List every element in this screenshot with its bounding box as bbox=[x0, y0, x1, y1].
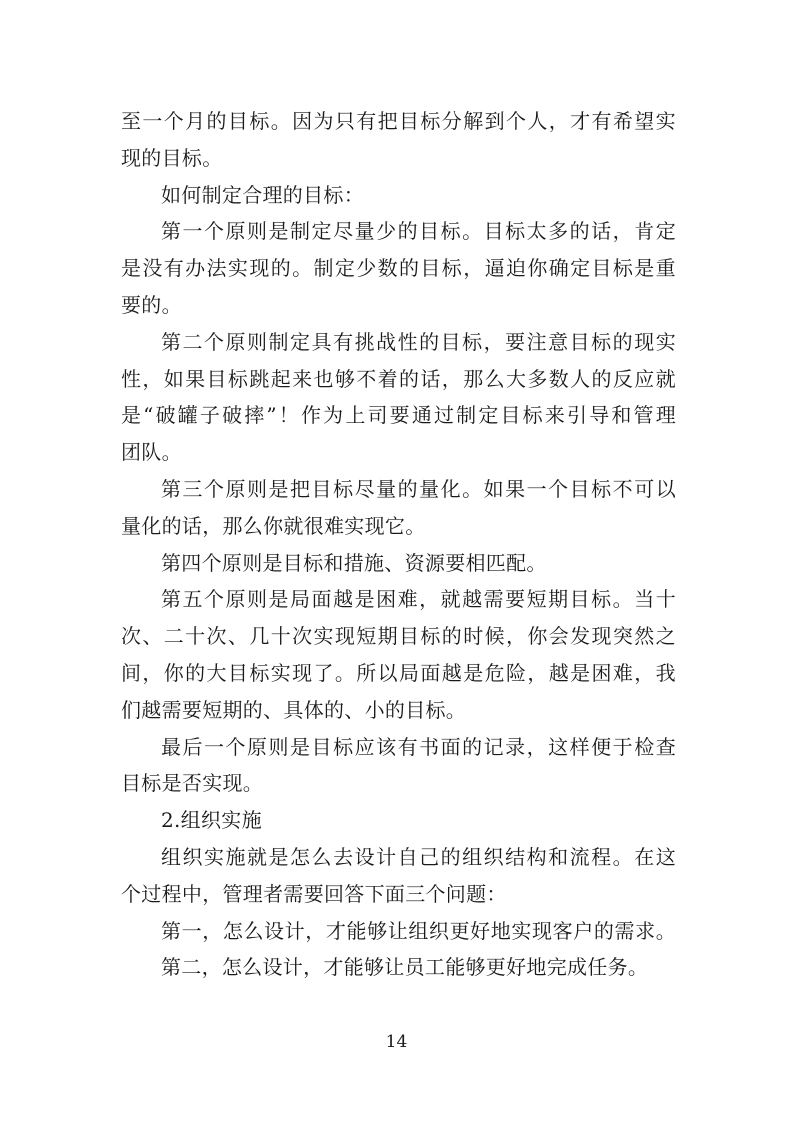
text-line: 第四个原则是目标和措施、资源要相匹配。 bbox=[161, 550, 547, 575]
text-line: 第一个原则是制定尽量少的目标。目标太多的话，肯定 bbox=[161, 219, 676, 244]
text-line: 第五个原则是局面越是困难，就越需要短期目标。当十 bbox=[161, 587, 676, 612]
section-heading: 2.组织实施 bbox=[161, 808, 262, 833]
text-line: 第二个原则制定具有挑战性的目标，要注意目标的现实 bbox=[161, 329, 676, 354]
text-line: 性，如果目标跳起来也够不着的话，那么大多数人的反应就 bbox=[121, 366, 676, 391]
text-line: 个过程中，管理者需要回答下面三个问题： bbox=[121, 881, 507, 906]
text-line: 第二，怎么设计，才能够让员工能够更好地完成任务。 bbox=[161, 955, 649, 980]
text-line: 是“破罐子破摔”！作为上司要通过制定目标来引导和管理 bbox=[121, 403, 676, 428]
page-number: 14 bbox=[385, 1032, 408, 1052]
text-line: 组织实施就是怎么去设计自己的组织结构和流程。在这 bbox=[161, 844, 676, 869]
text-line: 间，你的大目标实现了。所以局面越是危险，越是困难，我 bbox=[121, 660, 676, 685]
text-line: 如何制定合理的目标： bbox=[161, 182, 364, 207]
page-body bbox=[121, 103, 676, 986]
text-line: 次、二十次、几十次实现短期目标的时候，你会发现突然之 bbox=[121, 624, 676, 649]
text-line: 量化的话，那么你就很难实现它。 bbox=[121, 513, 426, 538]
text-line: 现的目标。 bbox=[121, 145, 223, 170]
text-line: 要的。 bbox=[121, 292, 182, 317]
text-line: 是没有办法实现的。制定少数的目标，逼迫你确定目标是重 bbox=[121, 256, 676, 281]
text-line: 至一个月的目标。因为只有把目标分解到个人，才有希望实 bbox=[121, 109, 676, 133]
text-line: 团队。 bbox=[121, 440, 182, 465]
text-line: 第一，怎么设计，才能够让组织更好地实现客户的需求。 bbox=[161, 918, 676, 943]
text-line: 目标是否实现。 bbox=[121, 771, 264, 796]
text-line: 最后一个原则是目标应该有书面的记录，这样便于检查 bbox=[161, 734, 676, 759]
text-line: 们越需要短期的、具体的、小的目标。 bbox=[121, 697, 467, 722]
text-line: 第三个原则是把目标尽量的量化。如果一个目标不可以 bbox=[161, 476, 676, 501]
